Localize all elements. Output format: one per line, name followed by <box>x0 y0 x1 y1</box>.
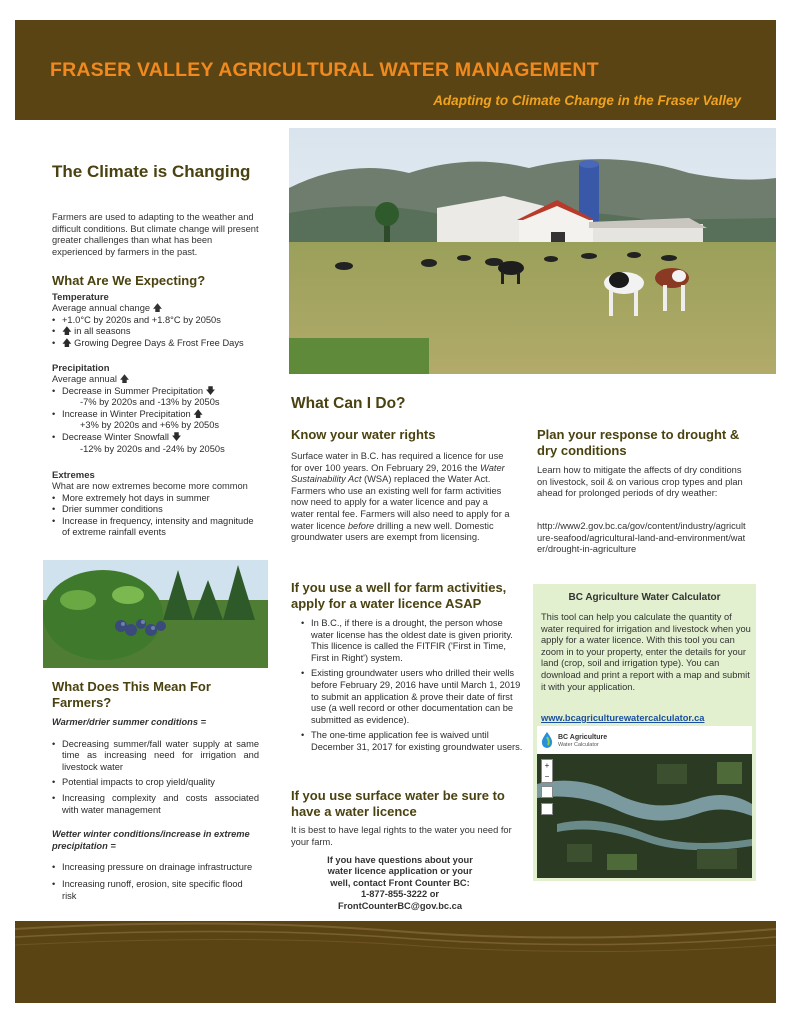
page-title: FRASER VALLEY AGRICULTURAL WATER MANAGEMENT <box>50 59 599 81</box>
temperature-section <box>52 292 267 349</box>
warm-heading: Warmer/drier summer conditions = <box>52 717 207 727</box>
temperature-title: Temperature <box>52 292 109 303</box>
rights-heading: Know your water rights <box>291 427 436 442</box>
zoom-in-button[interactable]: + <box>544 761 550 770</box>
list-item: • Increase in frequency, intensity and magnitude of extreme rainfall events <box>62 516 257 539</box>
list-item: • Decrease in Summer Precipitation 🡇 -7% by 2020s and -13% by 2050s <box>62 386 267 409</box>
logo-subtitle: Water Calculator <box>558 742 599 748</box>
page-subtitle: Adapting to Climate Change in the Fraser Valley <box>433 93 741 108</box>
calculator-text: This tool can help you calculate the quantity of water required for irrigation and livestock when you apply for a water licence. With this tool you can zoom in to your property, enter the details for your land (crop, soil and irrigation type). You can download and print a report with a map and submit it with your application. <box>541 612 751 692</box>
list-item: • Decrease Winter Snowfall 🡇 -12% by 2020s and -24% by 2050s <box>62 432 267 455</box>
well-list <box>301 618 523 754</box>
satellite-map <box>537 754 752 878</box>
meaning-heading: What Does This Mean For Farmers? <box>52 679 211 710</box>
wet-heading: Wetter winter conditions/increase in extreme precipitation = <box>52 829 250 851</box>
map-tool-icon[interactable] <box>541 786 553 798</box>
temperature-lead: Average annual change 🡅 <box>52 303 163 313</box>
list-item: • More extremely hot days in summer <box>62 493 257 505</box>
zoom-controls <box>541 759 553 783</box>
calculator-heading: BC Agriculture Water Calculator <box>568 592 721 603</box>
list-item: • +1.0°C by 2020s and +1.8°C by 2050s <box>62 315 267 327</box>
list-item: • Potential impacts to crop yield/quality <box>62 777 259 789</box>
farm-cows-photo <box>289 128 776 374</box>
what-can-heading: What Can I Do? <box>291 395 406 412</box>
extremes-lead: What are now extremes become more common <box>52 481 248 491</box>
precipitation-title: Precipitation <box>52 363 110 374</box>
precipitation-section <box>52 363 267 455</box>
drought-heading: Plan your response to drought & dry conditions <box>537 427 740 458</box>
drought-text: Learn how to mitigate the affects of dry conditions on livestock, soil & on various crop types and plan ahead for prolonged periods of dry weather: <box>537 465 743 499</box>
arrow-up-icon: 🡅 <box>119 374 130 384</box>
water-drop-icon <box>540 732 554 753</box>
well-heading: If you use a well for farm activities, apply for a water licence ASAP <box>291 580 507 611</box>
logo-title: BC Agriculture <box>558 734 608 741</box>
rights-text: Surface water in B.C. has required a licence for use for over 100 years. On February 29, 2016 the Water Sustainability Act (WSA) replaced the Water Act. Farmers who use an existing well for farm activities now need to apply for a water licence and pay a water rental fee. Farmers will also need to apply for a water licence before drilling a new well. Domestic groundwater users are exempt from licensing. <box>291 451 510 543</box>
arrow-up-icon: 🡅 <box>193 408 203 419</box>
blueberry-photo <box>43 560 268 668</box>
list-item: • The one-time application fee is waived until December 31, 2017 for existing groundwater users. <box>311 730 523 753</box>
list-item: • Increasing pressure on drainage infrastructure <box>62 862 259 874</box>
map-layer-icon[interactable] <box>541 803 553 815</box>
list-item: • 🡅 in all seasons <box>62 326 267 338</box>
meaning-section <box>52 717 259 902</box>
precipitation-lead: Average annual 🡅 <box>52 374 130 384</box>
arrow-up-icon: 🡅 <box>62 326 72 337</box>
list-item: • Increase in Winter Precipitation 🡅 +3% by 2020s and +6% by 2050s <box>62 409 267 432</box>
surface-text: It is best to have legal rights to the water you need for your farm. <box>291 825 512 847</box>
list-item: • In B.C., if there is a drought, the person whose water license has the oldest date is given priority. This llicence is called the FITFIR ('First in Time, First in Right') system. <box>311 618 523 664</box>
extremes-section <box>52 470 257 539</box>
climate-heading: The Climate is Changing <box>52 162 251 181</box>
extremes-title: Extremes <box>52 470 95 481</box>
temperature-list <box>52 315 267 350</box>
list-item: • Existing groundwater users who drilled their wells before February 29, 2016 have until March 1, 2019 to submit an application & prove their date of first use (a well record or other documentation can be submitted as evidence). <box>311 668 523 726</box>
list-item: • Increasing runoff, erosion, site specific flood risk <box>62 879 259 902</box>
drought-url[interactable]: http://www2.gov.bc.ca/gov/content/industry/agriculture-seafood/agricultural-land-and-environment/water/drought-in-agriculture <box>537 521 746 555</box>
list-item: • Decreasing summer/fall water supply at same time as increasing need for irrigation and livestock water <box>62 739 259 774</box>
wet-list <box>52 862 259 902</box>
extremes-list <box>52 493 257 539</box>
calculator-map-screenshot <box>537 726 752 878</box>
list-item: • Drier summer conditions <box>62 504 257 516</box>
warm-list <box>52 739 259 817</box>
contact-info: If you have questions about your water licence application or your well, contact Front Counter BC: 1-877-855-3222 or FrontCounterBC@gov.bc.ca <box>327 855 473 911</box>
arrow-down-icon: 🡇 <box>205 385 216 396</box>
expecting-heading: What Are We Expecting? <box>52 273 206 288</box>
calculator-link[interactable]: www.bcagriculturewatercalculator.ca <box>541 713 705 723</box>
climate-intro: Farmers are used to adapting to the weather and difficult conditions. But climate change will present greater challenges than what has been experienced by farmers in the past. <box>52 212 259 257</box>
list-item: • 🡅 Growing Degree Days & Frost Free Days <box>62 338 267 350</box>
arrow-up-icon: 🡅 <box>152 303 163 313</box>
precipitation-list <box>52 386 267 456</box>
list-item: • Increasing complexity and costs associated with water management <box>62 793 259 816</box>
surface-heading: If you use surface water be sure to have a water licence <box>291 788 505 819</box>
arrow-up-icon: 🡅 <box>62 337 72 348</box>
footer-band <box>15 921 776 1003</box>
arrow-down-icon: 🡇 <box>171 431 182 442</box>
zoom-out-button[interactable]: − <box>544 772 550 781</box>
